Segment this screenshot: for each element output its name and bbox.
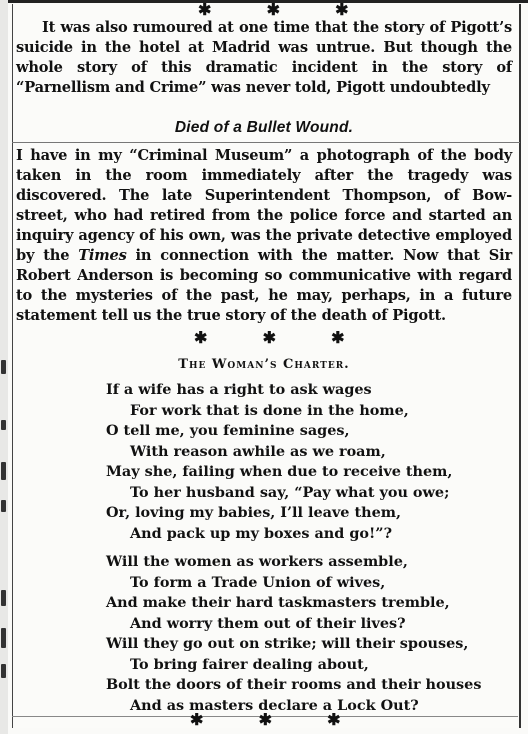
poem-line: To her husband say, “Pay what you owe;: [130, 483, 450, 501]
poem-line: Will the women as workers assemble,: [106, 553, 408, 570]
poem-title: The Woman’s Charter.: [178, 357, 350, 372]
paragraph-criminal-museum: I have in my “Criminal Museum” a photograph of the body taken in the room immediately after the tragedy was discovered. The late Superintendent Thompson, of Bow-street, who had retired from the police force and started an inquiry agency of his own, was the private detective employed by the Times in connection with the matter. Now that Sir Robert Anderson is becoming so communicative with regard to the mysteries of the past, he may, perhaps, in a future statement tell us the true story of the death of Pigott.: [16, 147, 512, 324]
left-edge-strip: [0, 0, 8, 734]
poem-line: And make their hard taskmasters tremble,: [106, 594, 450, 611]
poem-line: Will they go out on strike; will their spouses,: [106, 635, 469, 652]
poem-line: If a wife has a right to ask wages: [106, 381, 372, 398]
poem-line: To form a Trade Union of wives,: [130, 573, 386, 591]
edge-mark: [1, 420, 6, 430]
heading-rule: [12, 142, 520, 143]
star-icon: ✱: [266, 0, 280, 19]
star-icon: ✱: [331, 328, 345, 347]
edge-mark: [1, 590, 6, 606]
poem-body: [106, 380, 506, 716]
star-icon: ✱: [190, 710, 204, 729]
poem-line: For work that is done in the home,: [130, 401, 409, 419]
poem-line: And as masters declare a Lock Out?: [130, 696, 419, 714]
star-icon: ✱: [198, 0, 212, 19]
separator-stars-bottom: [190, 710, 341, 729]
section-heading: Died of a Bullet Wound.: [174, 119, 354, 136]
star-icon: ✱: [194, 328, 208, 347]
paragraph-pigott-rumour: It was also rumoured at one time that the story of Pigott’s suicide in the hotel at Madrid was untrue. But though the whole story of this dramatic incident in the story of “Parnellism and Crime” was never told, Pigott undoubtedly: [16, 19, 512, 96]
separator-stars-top: [198, 0, 349, 19]
edge-mark: [1, 628, 6, 648]
star-icon: ✱: [258, 710, 272, 729]
separator-stars-middle: [194, 328, 345, 347]
edge-mark: [1, 664, 6, 678]
star-icon: ✱: [335, 0, 349, 19]
poem-line: And pack up my boxes and go!”?: [130, 524, 393, 542]
poem-line: And worry them out of their lives?: [130, 614, 406, 632]
poem-line: With reason awhile as we roam,: [130, 442, 386, 460]
poem-line: Or, loving my babies, I’ll leave them,: [106, 504, 401, 521]
edge-mark: [1, 360, 6, 374]
edge-mark: [1, 500, 6, 512]
poem-line: Bolt the doors of their rooms and their houses: [106, 676, 482, 693]
star-icon: ✱: [327, 710, 341, 729]
star-icon: ✱: [262, 328, 276, 347]
edge-mark: [1, 462, 6, 480]
poem-line: To bring fairer dealing about,: [130, 655, 369, 673]
poem-line: May she, failing when due to receive them,: [106, 463, 453, 480]
poem-line: O tell me, you feminine sages,: [106, 422, 350, 439]
